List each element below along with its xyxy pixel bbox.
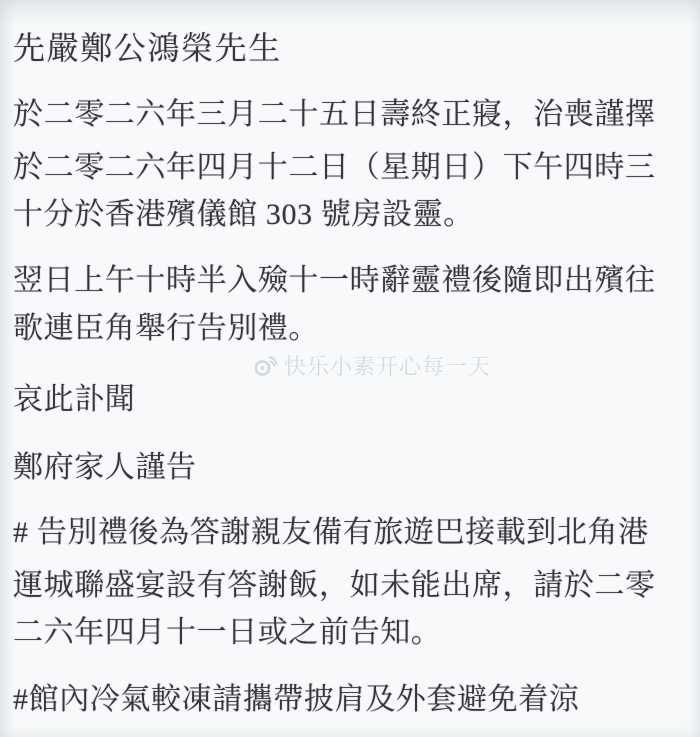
weibo-icon — [252, 352, 279, 379]
notice-title: 先嚴鄭公鴻榮先生 — [13, 30, 282, 66]
notice-line: 哀此訃聞 — [13, 383, 136, 416]
notice-line: #館內冷氣較凍請攜帶披肩及外套避免着涼 — [13, 683, 580, 716]
notice-line: 翌日上午十時半入殮十一時辭靈禮後隨即出殯往 — [13, 264, 656, 297]
weibo-watermark — [252, 350, 491, 381]
notice-line: 於二零二六年三月二十五日壽終正寢，治喪謹擇 — [13, 98, 656, 131]
notice-line: 鄭府家人謹告 — [13, 451, 197, 484]
notice-line: # 告別禮後為答謝親友備有旅遊巴接載到北角港 — [13, 516, 649, 549]
notice-line: 運城聯盛宴設有答謝飯，如未能出席，請於二零 — [13, 569, 656, 602]
notice-line: 十分於香港殯儀館 303 號房設靈。 — [13, 198, 474, 231]
notice-line: 二六年四月十一日或之前告知。 — [13, 616, 442, 649]
notice-line: 於二零二六年四月十二日（星期日）下午四時三 — [13, 151, 656, 184]
watermark-text: 快乐小素开心每一天 — [284, 354, 492, 379]
notice-line: 歌連臣角舉行告別禮。 — [13, 312, 319, 345]
